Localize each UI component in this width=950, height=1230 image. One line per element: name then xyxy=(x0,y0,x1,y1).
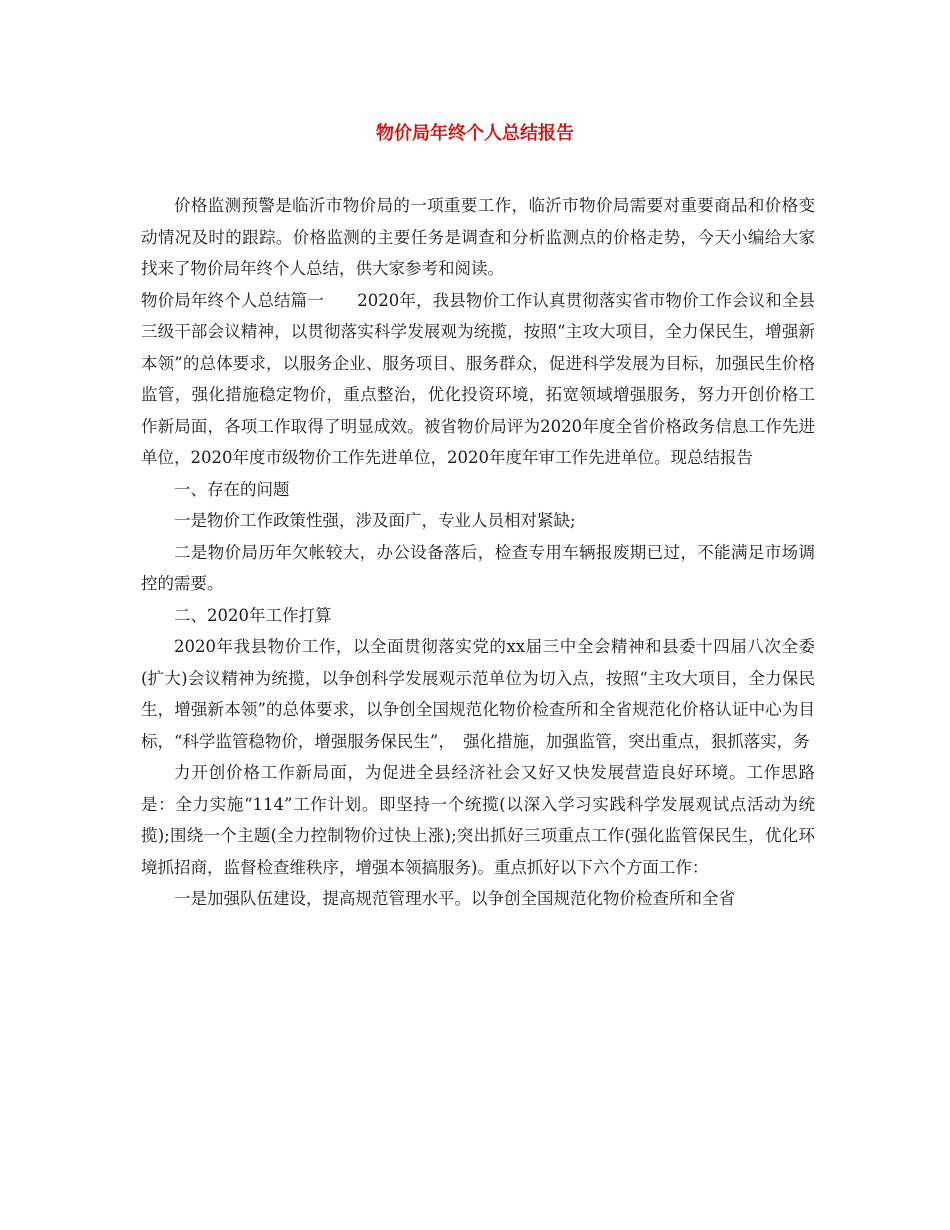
paragraph: 一是加强队伍建设，提高规范管理水平。以争创全国规范化物价检查所和全省 xyxy=(174,889,735,908)
paragraph: 二、2020年工作打算 xyxy=(174,605,332,625)
paragraph: 价格监测预警是临沂市物价局的一项重要工作，临沂市物价局需要对重要商品和价格变动情况及时的跟踪。价格监测的主要任务是调查和分析监测点的价格走势，今天小编给大家找来了物价局年终个人总结，供大家参考和阅读。 xyxy=(141,196,815,278)
paragraph: 二是物价局历年欠帐较大，办公设备落后，检查专用车辆报废期已过，不能满足市场调控的需要。 xyxy=(141,542,815,593)
paragraph: 一、存在的问题 xyxy=(174,479,290,499)
paragraph: 2020年我县物价工作，以全面贯彻落实党的xx届三中全会精神和县委十四届八次全委(扩大)会议精神为统揽，以争创科学发展观示范单位为切入点，按照“主攻大项目，全力保民生，增强新本领”的总体要求，以争创全国规范化物价检查所和全省规范化价格认证中心为目标，“科学监管稳物价，增强服务保民生”， 强化措施，加强监管，突出重点，狠抓落实，务 xyxy=(141,637,815,751)
document-title: 物价局年终个人总结报告 xyxy=(376,123,574,144)
document-body xyxy=(141,190,815,915)
paragraph: 力开创价格工作新局面，为促进全县经济社会又好又快发展营造良好环境。工作思路是：全力实施“114”工作计划。即坚持一个统揽(以深入学习实践科学发展观试点活动为统揽);围绕一个主题(全力控制物价过快上涨);突出抓好三项重点工作(强化监管保民生，优化环境抓招商，监督检查维秩序，增强本领搞服务)。重点抓好以下六个方面工作： xyxy=(141,763,815,877)
paragraph: 一是物价工作政策性强，涉及面广，专业人员相对紧缺; xyxy=(174,511,576,530)
paragraph: 物价局年终个人总结篇一 2020年，我县物价工作认真贯彻落实省市物价工作会议和全县三级干部会议精神，以贯彻落实科学发展观为统揽，按照“主攻大项目，全力保民生，增强新本领”的总体要求，以服务企业、服务项目、服务群众，促进科学发展为目标，加强民生价格监管，强化措施稳定物价，重点整治，优化投资环境，拓宽领域增强服务，努力开创价格工作新局面，各项工作取得了明显成效。被省物价局评为2020年度全省价格政务信息工作先进单位，2020年度市级物价工作先进单位，2020年度年审工作先进单位。现总结报告 xyxy=(141,290,815,467)
